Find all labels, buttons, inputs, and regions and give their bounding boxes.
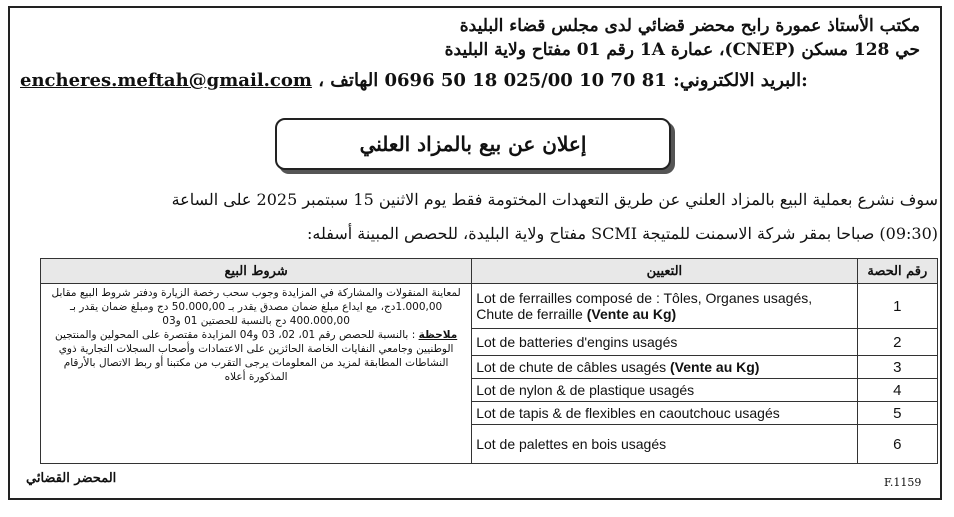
header-designation: التعيين <box>472 259 857 284</box>
lot-number: 4 <box>857 379 937 402</box>
intro-line-1: سوف نشرع بعملية البيع بالمزاد العلني عن طريق التعهدات المختومة فقط يوم الاثنين 15 سبتمبر 2025 على الساعة <box>171 190 938 209</box>
note-paragraph <box>45 328 467 384</box>
sale-conditions <box>41 284 472 464</box>
header-lot-number: رقم الحصة <box>857 259 937 284</box>
phone-label: الهاتف: <box>330 70 808 91</box>
table-row <box>41 284 938 329</box>
office-name: مكتب الأستاذ عمورة رابح محضر قضائي لدى مجلس قضاء البليدة <box>459 16 920 36</box>
note-label: ملاحظة <box>418 329 458 341</box>
email-label: ، البريد الالكتروني: <box>318 70 802 91</box>
reference-code: F.1159 <box>884 476 922 489</box>
lots-table <box>40 258 938 464</box>
lot-designation: Lot de palettes en bois usagés <box>472 425 857 464</box>
phone-number: 81 70 10 025/00 18 50 0696 <box>384 70 667 91</box>
lot-designation: Lot de chute de câbles usagés (Vente au Kg) <box>472 356 857 379</box>
conditions-text: لمعاينة المنقولات والمشاركة في المزايدة وجوب سحب رخصة الزيارة ودفتر شروط البيع مقابل 1.000,00دج، مع ايداع مبلغ ضمان مصدق يقدر بـ 50.000,00 دج ومبلغ ضمان يقدر بـ 400.000,00 دج بالنسبة للحصتين 01 و03 <box>51 287 461 327</box>
lot-designation: Lot de nylon & de plastique usagés <box>472 379 857 402</box>
announcement-title-box <box>275 118 671 170</box>
office-address: حي 128 مسكن (CNEP)، عمارة 1A رقم 01 مفتاح ولاية البليدة <box>444 40 920 60</box>
lot-designation: Lot de batteries d'engins usagés <box>472 329 857 356</box>
lot-number: 2 <box>857 329 937 356</box>
lot-number: 5 <box>857 402 937 425</box>
signature: المحضر القضائي <box>26 471 117 486</box>
table-header-row <box>41 259 938 284</box>
lot-number: 1 <box>857 284 937 329</box>
contact-line <box>20 70 920 91</box>
lot-designation: Lot de tapis & de flexibles en caoutchouc usagés <box>472 402 857 425</box>
lot-designation: Lot de ferrailles composé de : Tôles, Organes usagés, Chute de ferraille (Vente au Kg) <box>472 284 857 329</box>
lot-number: 6 <box>857 425 937 464</box>
intro-line-2: (09:30) صباحا بمقر شركة الاسمنت للمتيجة SCMI مفتاح ولاية البليدة، للحصص المبينة أسفله: <box>306 224 938 243</box>
announcement-title: إعلان عن بيع بالمزاد العلني <box>359 132 587 156</box>
lot-number: 3 <box>857 356 937 379</box>
email-link[interactable]: encheres.meftah@gmail.com <box>20 70 312 91</box>
note-text: : بالنسبة للحصص رقم 01، 02، 03 و04 المزايدة مقتصرة على المحولين والمنتجين الوطنيين وجامعي النفايات الخاصة الحائزين على الاعتمادات وأصحاب السجلات التجارية ذوي النشاطات المطابقة لمزيد من المعلومات يرجى التقرب من مكتبنا أو ربط الاتصال بالأرقام المذكورة أعلاه <box>54 329 454 383</box>
header-conditions: شروط البيع <box>41 259 472 284</box>
